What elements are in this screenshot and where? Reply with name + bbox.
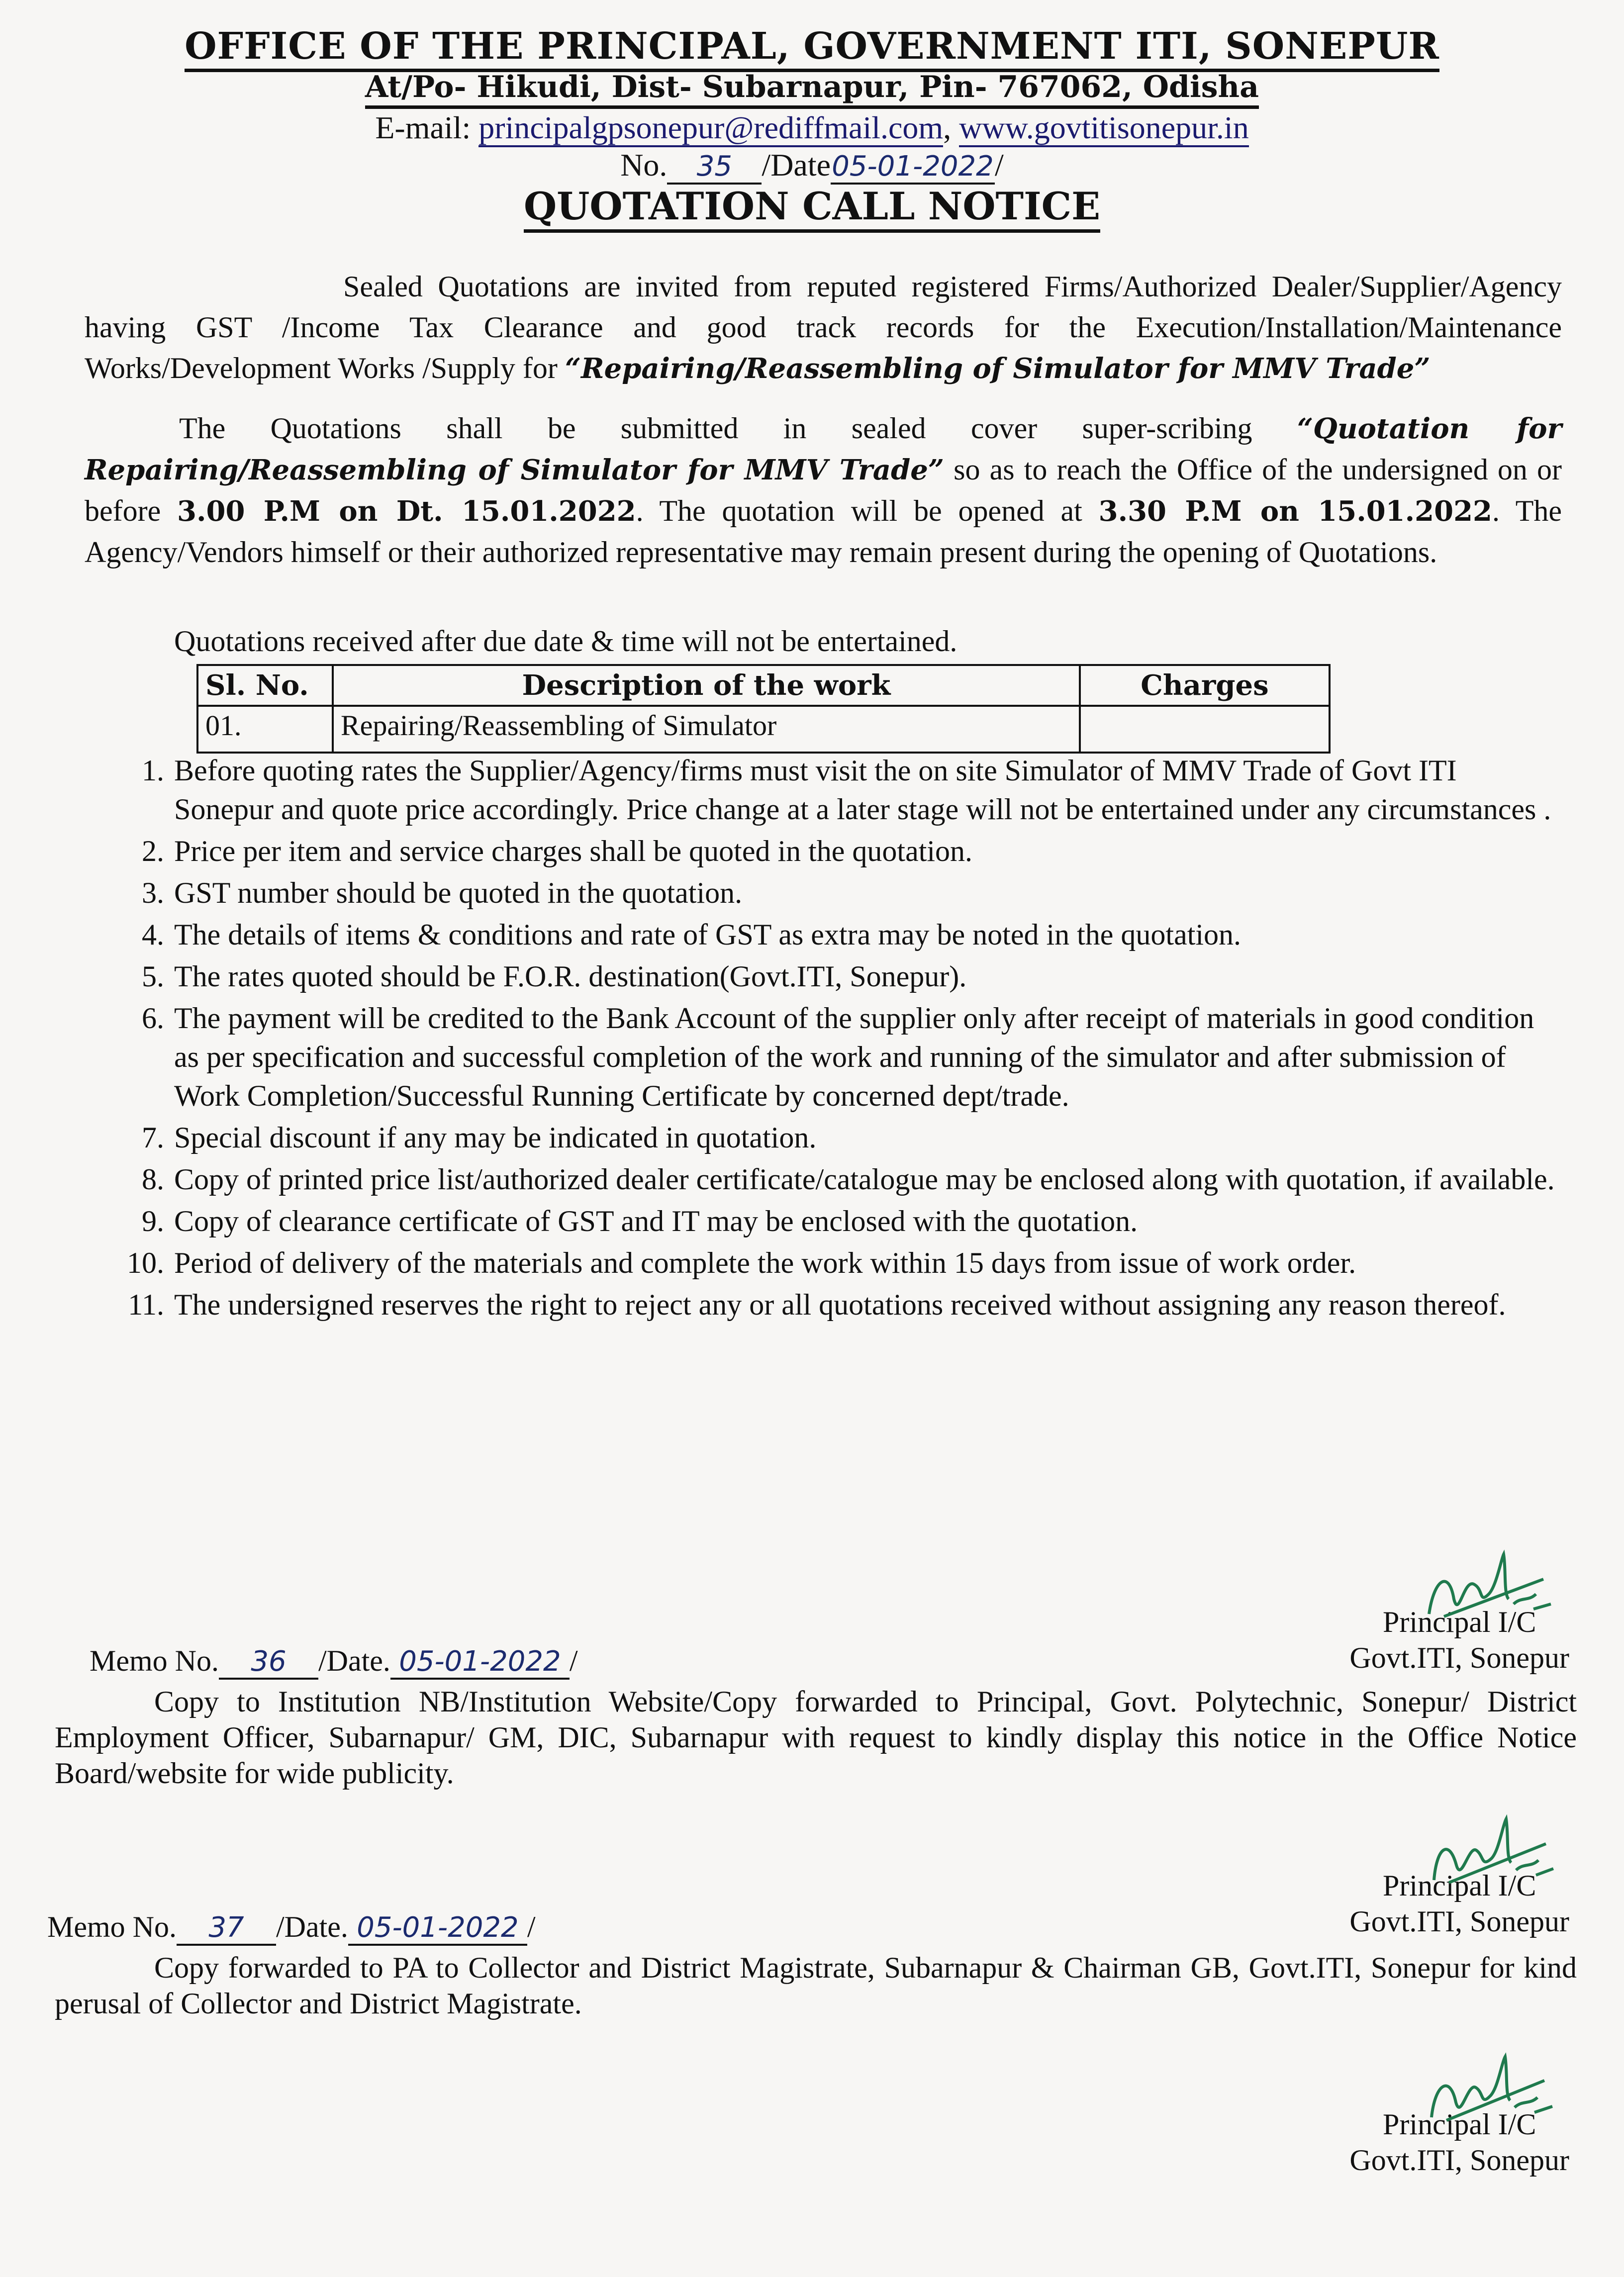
condition-text: Copy of printed price list/authorized dealer certificate/catalogue may be enclosed along with quotation, if available.	[174, 1163, 1555, 1196]
condition-number: 6.	[142, 1002, 164, 1035]
condition-item	[109, 873, 1562, 912]
table-row	[197, 706, 1330, 753]
condition-number: 11.	[128, 1288, 164, 1321]
condition-number: 4.	[142, 918, 164, 951]
signatory-designation: Principal I/C	[1383, 1869, 1536, 1902]
condition-item	[109, 915, 1562, 954]
memo-date: 05-01-2022	[348, 1911, 527, 1946]
notice-title: QUOTATION CALL NOTICE	[0, 184, 1624, 228]
email-label: E-mail:	[375, 110, 471, 145]
condition-item	[109, 832, 1562, 870]
office-address: At/Po- Hikudi, Dist- Subarnapur, Pin- 767062, Odisha	[0, 70, 1624, 104]
condition-number: 3.	[142, 876, 164, 909]
office-title: OFFICE OF THE PRINCIPAL, GOVERNMENT ITI, SONEPUR	[0, 25, 1624, 68]
date-label: /Date	[762, 147, 831, 183]
condition-number: 1.	[142, 754, 164, 787]
no-label: No.	[620, 147, 668, 183]
submission-text-d: . The Agency/Vendors himself or their authorized representative may remain present during the opening of Quotations.	[85, 494, 1562, 569]
date-end: /	[995, 147, 1004, 183]
signature-mark-icon	[1414, 2052, 1563, 2126]
signature-block	[1349, 1868, 1569, 1939]
superscription: “Quotation for Repairing/Reassembling of Simulator for MMV Trade”	[85, 412, 1562, 486]
memo-number: 37	[177, 1911, 276, 1946]
reference-line	[0, 147, 1624, 185]
condition-item	[109, 999, 1562, 1115]
condition-text: Period of delivery of the materials and complete the work within 15 days from issue of work order.	[174, 1246, 1356, 1279]
email-link[interactable]: principalgpsonepur@rediffmail.com	[478, 110, 943, 147]
late-quotation-note: Quotations received after due date & time will not be entertained.	[174, 625, 957, 658]
condition-item	[109, 1243, 1562, 1282]
separator: ,	[943, 110, 952, 145]
memo-date: 05-01-2022	[390, 1645, 570, 1680]
condition-item	[109, 1160, 1562, 1199]
condition-text: Price per item and service charges shall be quoted in the quotation.	[174, 835, 973, 867]
memo-label: Memo No.	[90, 1644, 219, 1677]
condition-item	[109, 1202, 1562, 1240]
condition-text: Special discount if any may be indicated in quotation.	[174, 1121, 817, 1154]
memo-37-text: Copy forwarded to PA to Collector and District Magistrate, Subarnapur & Chairman GB, Govt.ITI, Sonepur for kind perusal of Collector and District Magistrate.	[55, 1951, 1577, 2020]
condition-text: The details of items & conditions and rate of GST as extra may be noted in the quotation.	[174, 918, 1242, 951]
condition-text: Copy of clearance certificate of GST and IT may be enclosed with the quotation.	[174, 1205, 1138, 1237]
condition-text: Before quoting rates the Supplier/Agency/firms must visit the on site Simulator of MMV Trade of Govt ITI Sonepur and quote price accordingly. Price change at a later stage will not be entertained under any circumstances .	[174, 754, 1551, 826]
date-value: 05-01-2022	[831, 150, 995, 185]
header-sl-no: Sl. No.	[197, 665, 333, 706]
condition-text: The undersigned reserves the right to reject any or all quotations received without assigning any reason thereof.	[174, 1288, 1506, 1321]
condition-text: The payment will be credited to the Bank Account of the supplier only after receipt of materials in good condition as per specification and successful completion of the work and running of the simulator and after submission of Work Completion/Successful Running Certificate by concerned dept/trade.	[174, 1002, 1534, 1112]
signature-mark-icon	[1414, 1549, 1563, 1624]
condition-item	[109, 957, 1562, 996]
work-title: “Repairing/Reassembling of Simulator for MMV Trade”	[565, 352, 1431, 385]
invitation-paragraph	[85, 266, 1562, 389]
cell-sl-no: 01.	[197, 706, 333, 753]
condition-number: 5.	[142, 960, 164, 993]
condition-number: 9.	[142, 1205, 164, 1237]
condition-item	[109, 751, 1562, 829]
memo-date-label: /Date.	[318, 1644, 390, 1677]
signatory-institution: Govt.ITI, Sonepur	[1349, 1641, 1569, 1674]
condition-item	[109, 1285, 1562, 1324]
header-charges: Charges	[1080, 665, 1330, 706]
memo-date-label: /Date.	[276, 1910, 348, 1943]
memo-label: Memo No.	[47, 1910, 177, 1943]
signature-mark-icon	[1414, 1813, 1563, 1888]
submission-text-c: . The quotation will be opened at	[636, 494, 1099, 527]
memo-number: 36	[219, 1645, 318, 1680]
submission-text-b: so as to reach the Office of the undersigned on or before	[85, 453, 1562, 527]
memo-36-header	[90, 1644, 578, 1680]
condition-number: 2.	[142, 835, 164, 867]
memo-37-header	[47, 1910, 536, 1946]
signature-block	[1349, 2106, 1569, 2178]
opening-time: 3.30 P.M on 15.01.2022	[1098, 495, 1493, 528]
condition-item	[109, 1118, 1562, 1157]
cell-charges	[1080, 706, 1330, 753]
memo-date-end: /	[527, 1910, 536, 1943]
deadline: 3.00 P.M on Dt. 15.01.2022	[177, 495, 636, 528]
condition-number: 10.	[127, 1246, 164, 1279]
condition-number: 7.	[142, 1121, 164, 1154]
conditions-list	[109, 751, 1562, 1327]
signatory-institution: Govt.ITI, Sonepur	[1349, 2144, 1569, 2177]
cell-description: Repairing/Reassembling of Simulator	[333, 706, 1080, 753]
submission-text-a: The Quotations shall be submitted in sealed cover super-scribing	[179, 412, 1297, 445]
signature-block	[1349, 1604, 1569, 1676]
signatory-designation: Principal I/C	[1383, 2108, 1536, 2141]
condition-text: The rates quoted should be F.O.R. destination(Govt.ITI, Sonepur).	[174, 960, 967, 993]
contact-line	[0, 109, 1624, 146]
invitation-text: Sealed Quotations are invited from reputed registered Firms/Authorized Dealer/Supplier/Agency having GST /Income Tax Clearance and good track records for the Execution/Installation/Maintenance Works/Development Works /Supply for	[85, 270, 1562, 384]
submission-paragraph	[85, 408, 1562, 572]
table-header-row	[197, 665, 1330, 706]
signatory-designation: Principal I/C	[1383, 1606, 1536, 1638]
header-description: Description of the work	[333, 665, 1080, 706]
signatory-institution: Govt.ITI, Sonepur	[1349, 1905, 1569, 1938]
website-link[interactable]: www.govtitisonepur.in	[959, 110, 1249, 147]
no-value: 35	[667, 150, 762, 185]
memo-36-text: Copy to Institution NB/Institution Website/Copy forwarded to Principal, Govt. Polytechnic, Sonepur/ District Employment Officer, Subarnapur/ GM, DIC, Subarnapur with request to kindly display this notice in the Office Notice Board/website for wide publicity.	[55, 1685, 1577, 1790]
condition-text: GST number should be quoted in the quotation.	[174, 876, 743, 909]
condition-number: 8.	[142, 1163, 164, 1196]
memo-date-end: /	[569, 1644, 578, 1677]
work-table	[196, 664, 1331, 754]
